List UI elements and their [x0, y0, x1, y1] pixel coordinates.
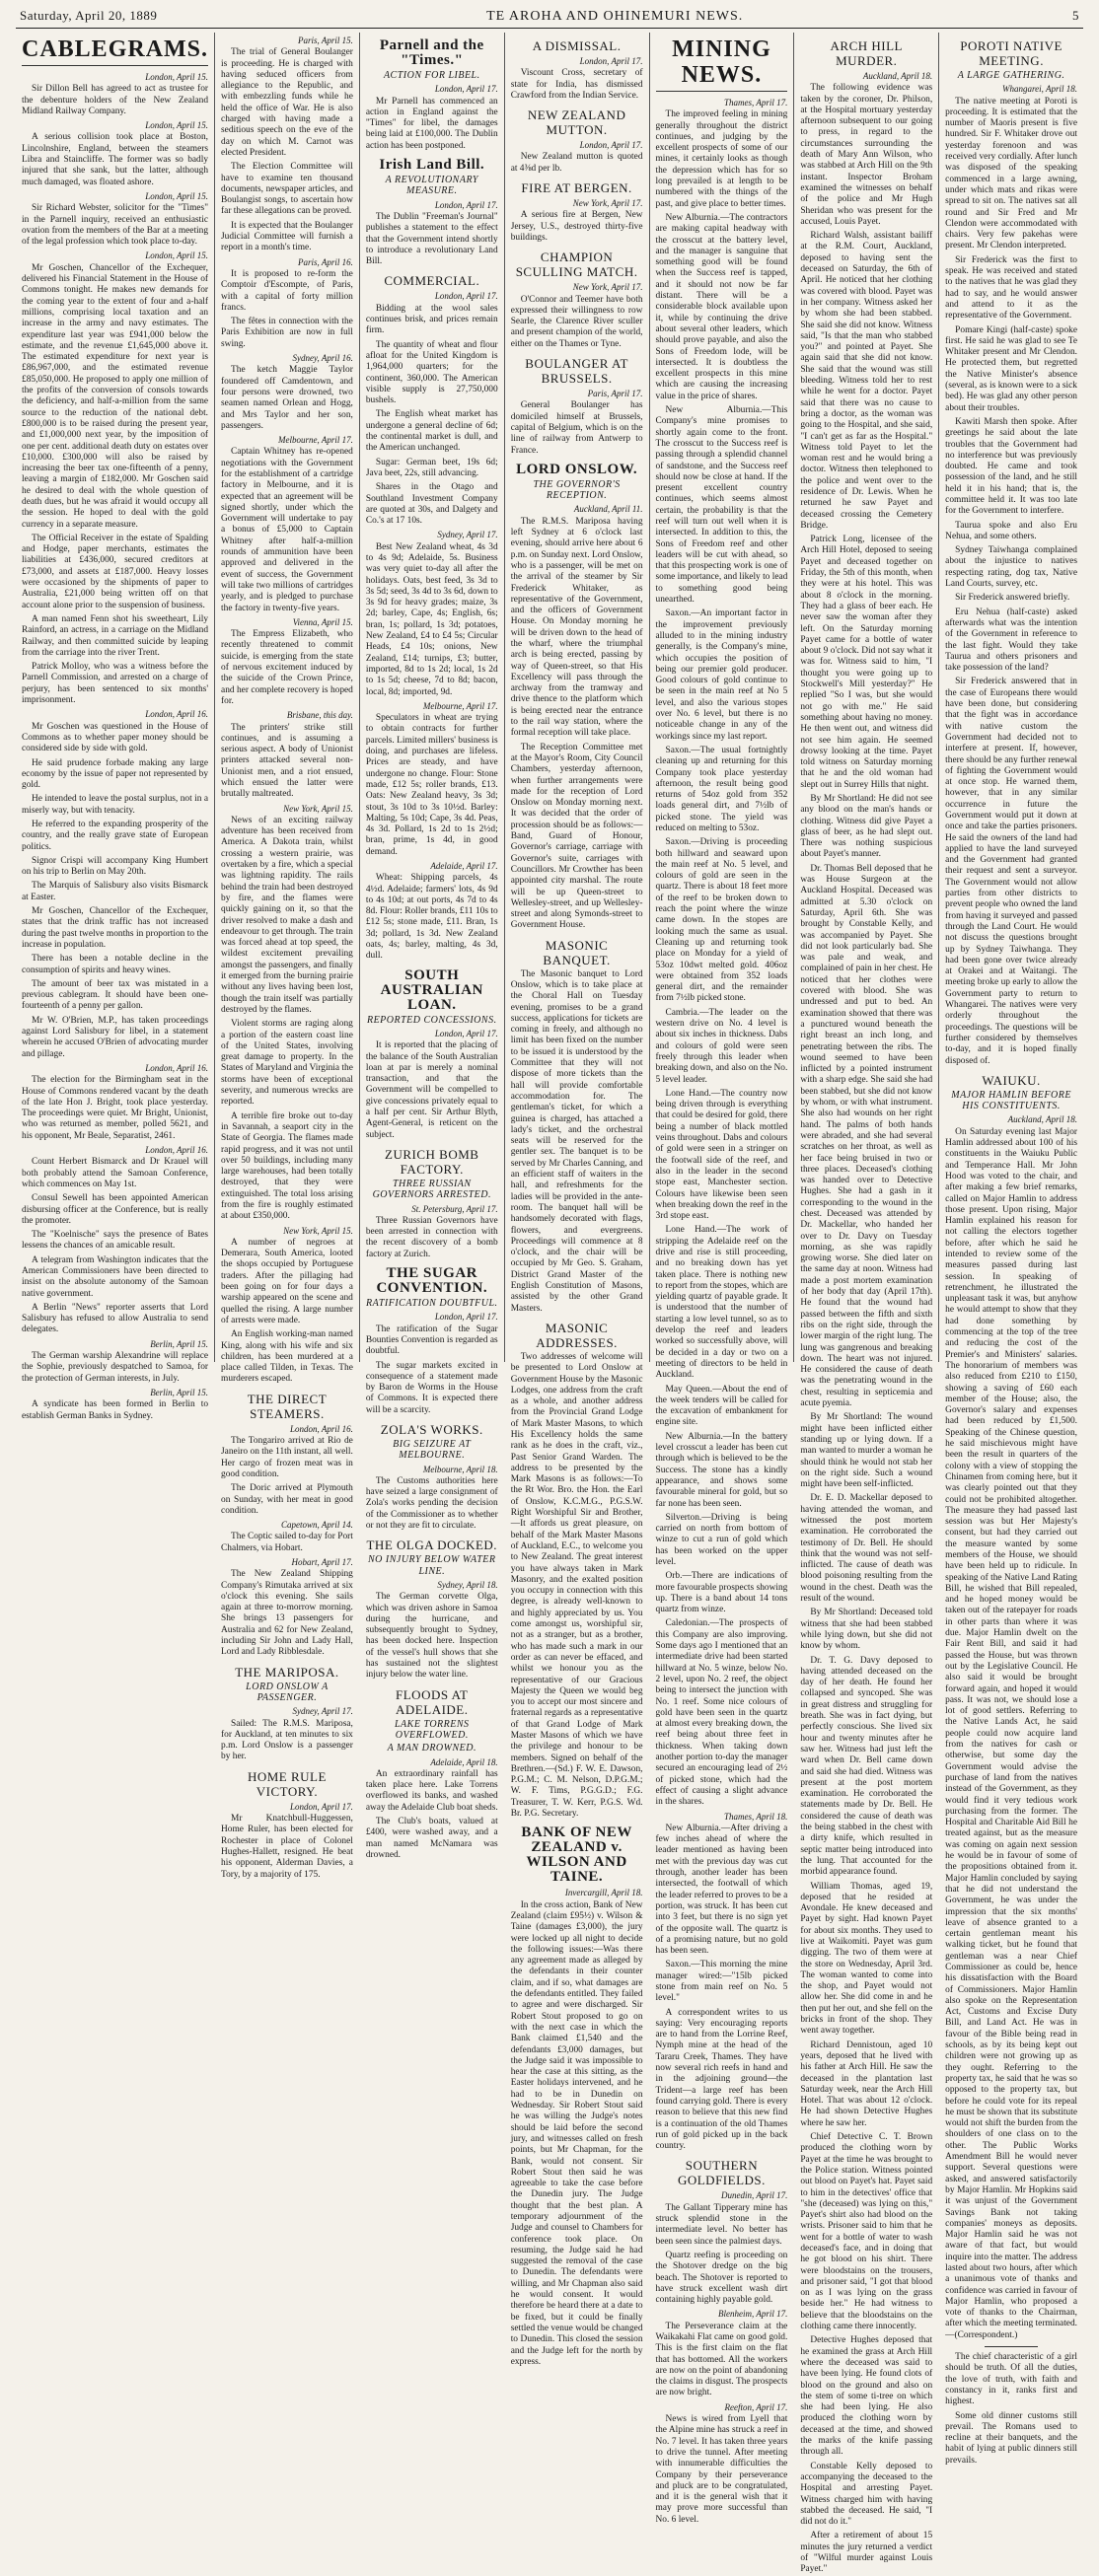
- article-paragraph: Saxon.—This morning the mine manager wired:—"15lb picked stone from main reef on No. 5 level.": [655, 1960, 788, 2004]
- dateline: London, April 16.: [290, 1423, 353, 1434]
- article-paragraph: Sugar: German beet, 19s 6d; Java beet, 22s, still advancing.: [365, 457, 498, 478]
- article-headline: POROTI NATIVE MEETING.: [960, 38, 1062, 68]
- article-paragraph: By Mr Shortland: The wound might have been inflicted either standing up or lying down. If a man wanted to murder a woman he should think he would not stab her on the right side. Such a wound might have been self-inflicted.: [800, 1412, 933, 1490]
- article-paragraph: The Reception Committee met at the Mayor's Room, City Council Chambers, yesterday afternoon, when further arrangements were made for the reception of Lord Onslow on Monday morning next. It was decided that the order of procession should be as follows:—Band, Guard of Honour, Governor's carriage, carriage with Governor's suite, carriages with Councillors. Mr Crowther has been appointed city marshal. The route will be up Queen-street to Wellesley-street, and up Wellesley-street and along Symonds-street to Government House.: [510, 742, 643, 931]
- dateline: Thames, April 18.: [724, 1811, 788, 1822]
- column-5: [650, 33, 795, 2525]
- column-1: [16, 33, 215, 1421]
- dateline: Sydney, April 17.: [292, 1706, 353, 1717]
- article-paragraph: Captain Whitney has re-opened negotiations with the Government for the establishment of a cartridge factory in Melbourne, and it is expected that an agreement will be signed shortly, under which the Government will undertake to pay a bonus of £5,000 to Captain Whitney after half-a-million rounds of ammunition have been approved and delivered in the event of success, the Government will take two millions of cartridges yearly, and is pledged to purchase the factory in twenty-five years.: [221, 447, 353, 613]
- dateline: London, April 17.: [434, 1312, 498, 1323]
- column-2: [215, 33, 360, 1880]
- dateline: Dunedin, April 17.: [721, 2190, 788, 2201]
- article-paragraph: Mr Knatchbull-Huggessen, Home Ruler, has been elected for Rochester in place of Colonel Hughes-Hallett, resigned. He beat his opponent, Alderman Davies, a Tory, by a majority of 175.: [221, 1814, 353, 1880]
- article-paragraph: Some old dinner customs still prevail. The Romans used to recline at their banquets, and the habit of lying at public dinners still prevails.: [945, 2410, 1077, 2466]
- masthead: [16, 8, 1083, 29]
- article-paragraph: Detective Hughes deposed that he examined the grass at Arch Hill where the deceased was said to have been lying. He found clots of blood on the ground and also on the stem of some ti-tree on which she had been lying. He also produced the clothing worn by deceased at the time, and showed the marks of the knife passing through all.: [800, 2335, 933, 2458]
- article-subheading: RATIFICATION DOUBTFUL.: [365, 1298, 498, 1310]
- article-paragraph: The Perseverance claim at the Waikakahi Flat came on good gold. This is the first claim on the flat that has bottomed. All the workers are now on the point of abandoning the claims in disgust. The prospects are now bright.: [655, 2321, 788, 2398]
- article-paragraph: The following evidence was taken by the coroner, Dr. Philson, at the Hospital mortuary yesterday afternoon subsequent to our going to press, in regard to the circumstances surrounding the death of Mary Ann Wilson, who was stabbed at Arch Hill on the 9th instant. Inspector Broham examined the witnesses on behalf of the police and Mr Hugh Sheridan who was present for the accused, Louis Payet.: [800, 83, 933, 227]
- article-paragraph: Caledonian.—The prospects of this Company are also improving. Some days ago I mentioned that an intermediate drive had been started hillward at No. 5 winze, below No. 2 level, upon No. 2 reef, the object being to intersect the junction with No. 1 reef. Some nice colours of gold have been seen in the quartz at almost every breaking down, the reef being about three feet in thickness. When taking down another portion to-day the manager secured an encouraging lead of 2½ of picked stone, which had the effect of causing a slight advance in the shares.: [655, 1618, 788, 1808]
- article-subheading: THREE RUSSIAN GOVERNORS ARRESTED.: [372, 1178, 491, 1201]
- article-subheading: LAKE TORRENS OVERFLOWED.: [395, 1718, 470, 1741]
- article-paragraph: The Gallant Tipperary mine has struck splendid stone in the intermediate level. No better has been seen since the palmiest days.: [655, 2202, 788, 2247]
- article-paragraph: The Election Committee will have to examine ten thousand documents, newspaper articles, and Boulangist songs, to ascertain how far these allegations can be proved.: [221, 162, 353, 217]
- dateline: Invercargill, April 18.: [564, 1888, 643, 1898]
- article-headline: Irish Land Bill.: [379, 157, 485, 174]
- article-paragraph: Patrick Long, licensee of the Arch Hill Hotel, deposed to seeing Payet and deceased together on Friday, the 5th of this month, when they were at his hotel. This was about 8 o'clock in the morning. They had a glass of beer each. He never saw the woman after they left. On the Saturday morning Payet came for a bottle of water about 9 o'clock. Did not say what it was for. Witness said to him, "I thought you were going up to Stockwell's Mill yesterday?" He replied "So I was, but she would not go with me." He said something about having no money. He then went out, and witness did not see him again. He seemed drowsy looking at the time. Payet told witness on Saturday morning that he and the old woman had slept out in Surrey Hills that night.: [800, 535, 933, 790]
- article-paragraph: A terrible fire broke out to-day in Savannah, a seaport city in the State of Georgia. The flames made rapid progress, and it was not until over 50 buildings, including many large warehouses, had been totally destroyed, that they were extinguished. The total loss arising from the fire is roughly estimated at about £350,000.: [221, 1110, 353, 1222]
- masthead-date: Saturday, April 20, 1889: [20, 8, 158, 23]
- dateline: Reefton, April 17.: [724, 2401, 788, 2412]
- article-paragraph: The ratification of the Sugar Bounties Convention is regarded as doubtful.: [365, 1324, 498, 1357]
- article-paragraph: An English working-man named King, along with his wife and six children, has been murdered at a place called Tilden, in Texas. The murderers escaped.: [221, 1329, 353, 1385]
- article-subheading: REPORTED CONCESSIONS.: [366, 1014, 497, 1026]
- article-headline: THE OLGA DOCKED.: [366, 1538, 498, 1553]
- columns: [16, 33, 1083, 2575]
- dateline: Brisbane, this day.: [286, 710, 353, 721]
- article-paragraph: A number of negroes at Demerara, South America, looted the shops occupied by Portuguese traders. After the pillaging had been going on for four days a warship appeared on the scene and quelled the rising. A large number of arrests were made.: [221, 1237, 353, 1325]
- article-headline: ZURICH BOMB FACTORY.: [385, 1146, 479, 1177]
- article-headline: BANK OF NEW ZEALAND v. WILSON AND TAINE.: [521, 1825, 632, 1886]
- article-paragraph: New Alburnia.—After driving a few inches ahead of where the leader mentioned as having been met with the previous day was cut through, another leader has been intersected, the footwall of which the leader referred to proves to be a portion, was struck. It has been cut into 3 feet, but there is no sign yet of the opposite wall. The quartz is of a promising nature, but no gold has been seen.: [655, 1823, 788, 1957]
- article-paragraph: The native meeting at Poroti is proceeding. It is estimated that the number of Maoris present is five hundred. Sir F. Whitaker drove out yesterday forenoon and was received very cordially. After lunch was disposed of the speaking commenced in a large awning, under which mats and rikas were spread to sit on. The natives sat all round and Sir Fred and Mr Clendon were accommodated with chairs. Very few pakehas were present. Mr Clendon interpreted.: [945, 96, 1077, 251]
- dateline: New York, April 17.: [572, 198, 643, 209]
- article-paragraph: The Official Receiver in the estate of Spalding and Hodge, paper merchants, estimates the liabilities at £436,000, secured creditors at £73,000, and assets at £187,000. Heavy losses were occasioned by the shipments of paper to Australia, £21,000 being written off on that account alone prior to the suspension of business.: [22, 533, 209, 610]
- article-paragraph: Mr W. O'Brien, M.P., has taken proceedings against Lord Salisbury for libel, in a statement wherein he accused O'Brien of advocating murder and pillage.: [22, 1015, 209, 1059]
- article-paragraph: The "Koelnische" says the presence of Bates lessens the chances of an amicable result.: [22, 1230, 209, 1252]
- article-paragraph: News is wired from Lyell that the Alpine mine has struck a reef in No. 7 level. It has taken three years to drive the tunnel. After meeting with innumerable difficulties the Company by their perseverance and pluck are to be congratulated, and it is the general wish that it may prove more successful than No. 6 level.: [655, 2414, 788, 2525]
- article-paragraph: A serious collision took place at Boston, Lincolnshire, England, between the steamers Libra and Staincliffe. The former was so badly injured that she sank, but the latter, although much damaged, was floated ashore.: [22, 132, 209, 187]
- article-paragraph: The election for the Birmingham seat in the House of Commons rendered vacant by the death of the late Hon J. Bright, took place yesterday. The proceedings were quiet. Mr Bright, Unionist, who was returned as member, polled 5621, and his opponent, Mr Beale, Separatist, 2461.: [22, 1075, 209, 1141]
- article-paragraph: General Boulanger has domiciled himself at Brussels, capital of Belgium, which is on the line of railway from Antwerp to France.: [510, 400, 643, 456]
- column-7: [939, 33, 1083, 2466]
- article-paragraph: Sir Frederick answered briefly.: [955, 593, 1070, 604]
- article-paragraph: It is proposed to re-form the Comptoir d'Escompte, of Paris, with a capital of forty million francs.: [221, 268, 353, 313]
- article-paragraph: Sydney Taiwhanga complained about the injustice to natives respecting rating, dog tax, Native Land Courts, survey, etc.: [945, 545, 1077, 590]
- article-paragraph: On Saturday evening last Major Hamlin addressed about 100 of his constituents in the Waiuku Public and Temperance Hall. Mr John Hood was voted to the chair, and after making a few brief remarks, called on Major Hamlin to address those present. Upon rising, Major Hamlin explained his reason for not calling the electors together before, after which he said he intended to review some of the measures passed during last session. In speaking of retrenchment, he illustrated the unpleasant task it was, but anyhow he would attempt to show that they had done something by commencing at the top of the tree and reducing the cost of the Premier's and Ministers' salaries. The honorarium of members was also reduced from £210 to £150, showing a saving of £60 each member of the House; also, the Governor's salary and expenses had been reduced by £1,500. Speaking of the Chinese question, he said mischievous might have been the result in quarters of the colony with a view of stopping the Chinamen from coming here, but it was clearly pointed out that they could not be prohibited altogether. The measure they had passed last session was but Her Majesty's consent, but had they carried out the measure wanted by some members of the House, we should have been held up to ridicule. In speaking of the Native Land Rating Bill, he wished that Bill repealed, and he hoped money would be taken out of the ratepayer for roads in other parts than where it was due. Major Hamlin dwelt on the Fair Rent Bill, and said it had passed the House, but was thrown out by the Legislative Council. He also said it would be brought forward again, and hoped it would pass. It was not, we should lose a lot of good settlers. Referring to the Native Lands Act, he said people could now acquire land from the natives for cash or otherwise, but some day the Government would advise the purchase of land from the natives instead of the Government, as they would find it very tedious work purchasing from the former. The Hospital and Charitable Aid Bill he treated against, but as the measure was coming on again next session he would be in favour of some of the propositions obtained from it. Major Hamlin concluded by saying that he did not understand the Government, he was under the impression that the six months' leave of absence granted to a certain gentleman meant his walking ticket, but he found that gentleman was a near Chief Commissioner as could be, hence his dissatisfaction with the Board of Commissioners. Major Hamlin also spoke on the Representation Act, Customs and Excise Duty Bill, and Land Act. He was in favour of the Bible being read in schools, as by its being kept out children were not growing up as they ought. Referring to the property tax, he said that he was so opposed to the property tax, but before he could vote for its repeal he must be shown that its substitute would not shift the burden from the shoulders of one class on to the other. The Public Works Amendment Bill he would never support. Several questions were asked, and answered satisfactorily by Major Hamlin. Mr Hopkins said it was unjust of the Government Savings Bank not taking companies' moneys as deposits. Major Hamlin said he was not aware of that fact, but would inquire into the matter. The address lasted about two hours, after which a unanimous vote of thanks and confidence was carried in favour of Major Hamlin, who proposed a vote of thanks to the Chairman, after which the meeting terminated.—(Correspondent.): [945, 1126, 1077, 2340]
- article-paragraph: He said prudence forbade making any large economy by the issue of paper not represented by gold.: [22, 757, 209, 791]
- dateline: London, April 17.: [434, 199, 498, 210]
- article-paragraph: Mr Goschen, Chancellor of the Exchequer, delivered his Financial Statement in the House of Commons tonight. He makes new demands for the coming year to the extent of four and a-half millions, comprising local taxation and an increase in the army and navy estimates. The expenditure last year was £941,000 below the estimate, and the revenue £1,645,000 above it. The estimated expenditure for next year is £86,967,000, and the estimated revenue £85,050,000. He proposed to apply one million of the profits of the conversion of consols towards the deficiency, and half-a-million from the same source to the reduction of the national debt. £800,000 is to be raised during the present year, and £1,000,000 next year, by the imposition of one per cent. additional death duty on estates over £10,000. £300,000 will also be raised by increasing the beer tax one-fifteenth of a penny, leaving a margin of £182,000. Mr Goschen said he desired to deal with the whole question of death dues, but he was afraid it would occupy all the session. He hoped to deal with the gold currency in a separate measure.: [22, 262, 209, 530]
- article-paragraph: It is reported that the placing of the balance of the South Australian loan at par is merely a nominal transaction, and that the Government will be compelled to give concessions privately equal to a half per cent. Sir Arthur Blyth, Agent-General, is reticent on the subject.: [365, 1040, 498, 1140]
- dateline: Berlin, April 15.: [150, 1387, 209, 1397]
- article-paragraph: Mr Goschen, Chancellor of the Exchequer, states that the drink traffic has not increased during the past twelve months in proportion to the increase in population.: [22, 906, 209, 950]
- article-paragraph: Constable Kelly deposed to accompanying the deceased to the Hospital and arresting Payet. Witness charged him with having stabbed the deceased. He said, "I did not do it.": [800, 2461, 933, 2528]
- dateline: St. Petersburg, April 17.: [411, 1203, 498, 1214]
- article-subheading: A LARGE GATHERING.: [957, 70, 1065, 81]
- article-paragraph: Dr. T. G. Davy deposed to having attended deceased on the day of her death. He found her collapsed and syncoped. She was in great distress and struggling for breath. She was in fact dying, but perfectly conscious. She lived six hour and twenty minutes after he saw her. Witness had just left the ward when Dr. Bell came down and said she had died. Witness was present at the post mortem examination. He corroborated the statements made by Dr. Bell. He considered the cause of death was the being stabbed in the chest with a dirty knife, which resulted in septic matter being introduced into the lung. That accounted for the morbid appearance found.: [800, 1655, 933, 1878]
- article-headline: MASONIC BANQUET.: [543, 937, 611, 967]
- article-headline: SOUTH AUSTRALIAN LOAN.: [380, 966, 483, 1013]
- article-paragraph: Patrick Molloy, who was a witness before the Parnell Commission, and arrested on a charge of perjury, has been sentenced to six months' imprisonment.: [22, 662, 209, 706]
- article-paragraph: Three Russian Governors have been arrested in connection with the recent discovery of a bomb factory at Zurich.: [365, 1215, 498, 1259]
- article-headline: COMMERCIAL.: [384, 273, 480, 289]
- dateline: Auckland, April 11.: [573, 504, 643, 515]
- dateline: London, April 15.: [145, 190, 209, 201]
- article-headline: SOUTHERN GOLDFIELDS.: [677, 2158, 766, 2188]
- article-headline: NEW ZEALAND MUTTON.: [527, 107, 626, 138]
- article-paragraph: New Alburnia.—In the battery level crosscut a leader has been cut through which is believed to be the Success. The stone has a kindly appearance, and shows some favourable mineral for gold, but so far none has been seen.: [655, 1431, 788, 1509]
- article-paragraph: The Coptic sailed to-day for Port Chalmers, via Hobart.: [221, 1532, 353, 1553]
- article-paragraph: Eru Nehua (half-caste) asked afterwards what was the intention of the Government in reference to the last fight. Would they take Taurua and others prisoners and take possession of the land?: [945, 607, 1077, 674]
- dateline: Sydney, April 16.: [292, 353, 353, 364]
- article-paragraph: A man named Fenn shot his sweetheart, Lily Rainford, an actress, in a carriage on the Midland Railway, and then committed suicide by leaping from the carriage into the river Trent.: [22, 613, 209, 658]
- article-headline: THE MARIPOSA.: [235, 1664, 339, 1680]
- column-6: [794, 33, 939, 2575]
- article-paragraph: May Queen.—About the end of the week tenders will be called for the excavation of embankment for engine site.: [655, 1384, 788, 1428]
- article-paragraph: Viscount Cross, secretary of state for India, has dismissed Crawford from the Indian Service.: [510, 68, 643, 101]
- article-paragraph: Cambria.—The leader on the western drive on No. 4 level is about six inches in thickness. Dabs and colours of gold were seen freely through this leader when breaking down, and also on the No. 5 level leader.: [655, 1007, 788, 1085]
- dateline: Paris, April 15.: [298, 36, 353, 45]
- article-paragraph: The Masonic banquet to Lord Onslow, which is to take place at the Choral Hall on Tuesday evening, promises to be a grand success, applications for tickets are coming in freely, and although no limit has been fixed on the number to be issued it is understood by the Committee that they will not dispose of more tickets than the hall will provide comfortable accommodation for. The gentleman's ticket, for which a guinea is charged, has attached a lady's ticket, and the orchestral seats will be reserved for the gentler sex. The banquet is to be served by Mr Charles Canning, and an efficient staff of waiters in the hall, and refreshments for the ladies will be provided in the ante-room. The banquet hall will be handsomely decorated with flags, flowers, and evergreens. Proceedings will commence at 8 o'clock, and the chair will be occupied by Mr Geo. S. Graham, District Grand Master of the English Constitution of Masons, assisted by the other Grand Masters.: [510, 968, 643, 1314]
- article-headline: FIRE AT BERGEN.: [521, 180, 632, 196]
- article-paragraph: The Empress Elizabeth, who recently threatened to commit suicide, is emerging from the state of nervous excitement induced by the suicide of the Crown Prince, and her complete recovery is hoped for.: [221, 629, 353, 706]
- article-headline: ARCH HILL MURDER.: [830, 38, 903, 68]
- article-paragraph: The ketch Maggie Taylor foundered off Camdentown, and four persons were drowned, two seamen named Orlean and Hogg, and Mrs Taylor and her son, passengers.: [221, 365, 353, 431]
- article-paragraph: The Dublin "Freeman's Journal" publishes a statement to the effect that the Government intend shortly to introduce a revolutionary Land Bill.: [365, 211, 498, 267]
- article-headline: HOME RULE VICTORY.: [247, 1768, 327, 1799]
- article-paragraph: Dr. Thomas Bell deposed that he was House Surgeon at the Auckland Hospital. Deceased was admitted at 5.30 o'clock on Saturday, April 6th. She was brought by Constable Kelly, and was accompanied by Payet. She did not look particularly bad. She was pale and weak, and complained of pain in her chest. He noticed that her clothes were covered with blood. She was undressed and put to bed. An examination showed that there was a punctured wound beneath the right breast an inch long, and penetrating between the ribs. The wound seemed to have been inflicted by a pointed instrument with a sharp edge. She said she had been stabbed, but she did not know by whom, or with what instrument. She also had wounds on her right hand. The palms of both hands were abraded, and she had several scratches on her throat, as well as her face being bruised in two or three places. Deceased's clothing was handed over to Detective Hughes. She had a gash in it corresponding to the wound in the chest. Deceased was attended by Dr. Mackellar, who handed her over to Dr. Davy on Tuesday morning, as she was rapidly growing worse. She died later on the same day at noon. Witness had made a post mortem examination of her body that day (April 17th). He found that the wound had passed between the fifth and sixth ribs on the right side, through the lower margin of the right lung. The lung was gangrenous and breaking down. The heart was not injured. He considered the cause of death was the penetrating wound in the chest, resulting in septicemia and acute pyemia.: [800, 863, 933, 1409]
- article-paragraph: New Alburnia.—The contractors are making capital headway with the crosscut at the battery level, and the manager is sanguine that something good will be found when the Success reef is tapped, and it should not now be far distant. There will be a considerable block available upon it, while by continuing the drive about several other leaders, which should prove payable, and also the Sons of Freedom lode, will be intersected. It is doubtless the excellent prospects in this mine which are causing the increasing value in the price of shares.: [655, 212, 788, 401]
- article-paragraph: Saxon.—An important factor in the improvement previously alluded to in the mining industry generally, is the Company's mine, which occupies the position of being our premier gold producer. Good colours of gold continue to be seen in the main reef at No 5 level, and also the various stopes over No. 6 level, but there is no noticeable change in any of the workings since my last report.: [655, 608, 788, 742]
- article-paragraph: A Berlin "News" reporter asserts that Lord Salisbury has refused to allow Australia to send delegates.: [22, 1302, 209, 1335]
- article-paragraph: Richard Walsh, assistant bailiff at the R.M. Court, Auckland, deposed to having sent the deceased on Saturday, the 6th of April. He noticed that her clothing was covered with blood. Payet was in her company. Witness asked her by whom she had been stabbed. She said she did not know. Witness said, "Is that the man who stabbed you?" and pointed at Payet. She again said that she did not know. She said that the wound was still bleeding. Witness told her to rest while he went for a doctor. Payet said that there was no cause to bring a doctor, as the woman was going to the Hospital, and she said, "I can't get as far as the Hospital." Witness told Payet to let the woman rest and he would bring a doctor. Witness then telephoned to the police and went over to the residence of Dr. Lewis. When he returned he saw Payet and deceased crossing the Cemetery Bridge.: [800, 231, 933, 531]
- article-subheading: A REVOLUTIONARY MEASURE.: [385, 175, 478, 197]
- article-paragraph: Lone Hand.—The country now being driven through is everything that could be desired for gold, there being a number of black mottled veins throughout. Dabs and colours of gold were seen in a stringer on the footwall side of the reef, and also in the leader in the second stope east, Manchester section. Colours have likewise been seen when breaking down the reef in the 3rd stope east.: [655, 1088, 788, 1222]
- article-paragraph: Sir Frederick was the first to speak. He was received and stated to the natives that he was glad they had to say, and he would answer and attend to it as the representative of the Government.: [945, 254, 1077, 322]
- section-heading: MINING NEWS.: [656, 36, 788, 92]
- dateline: Blenheim, April 17.: [718, 2309, 788, 2320]
- dateline: Adelaide, April 17.: [430, 861, 498, 871]
- dateline: London, April 17.: [290, 1801, 353, 1812]
- article-paragraph: News of an exciting railway adventure has been received from America. A Dakota train, whilst crossing a western prairie, was overtaken by a fire, which a special was lightning rapidity. The rails behind the train had been destroyed by fire, and the flames were quickly gaining on it, so that the driver resolved to make a dash and endeavour to get through. The train was forced ahead at top speed, the wildest excitement prevailing amongst the passengers, and finally it emerged from the burning prairie without any lives having been lost, though the train itself was partially destroyed by the flames.: [221, 815, 353, 1015]
- article-paragraph: A telegram from Washington indicates that the American Commissioners have been directed to insist on the absolute autonomy of the Samoan native government.: [22, 1254, 209, 1299]
- article-paragraph: New Alburnia.—This Company's mine promises to shortly again come to the front. The crosscut to the Success reef is passing through a splendid channel of sandstone, and the Success reef should now be close at hand. If the present excellent country continues, which seems almost certain, the probability is that the reef will turn out well when it is intersected. In addition to this, the Sons of Freedom reef and other leaders will be cut with ahead, so that this prospecting work is one of some importance, and likely to lead to something good being unearthed.: [655, 405, 788, 606]
- dateline: Melbourne, April 18.: [422, 1464, 498, 1474]
- dateline: Vienna, April 15.: [292, 616, 353, 627]
- dateline: London, April 17.: [434, 84, 498, 95]
- article-paragraph: By Mr Shortland: Deceased told witness that she had been stabbed while lying down, but she did not know by whom.: [800, 1608, 933, 1652]
- article-paragraph: Richard Dennistoun, aged 10 years, deposed that he lived with his father at Arch Hill. He saw the deceased in the plantation last Saturday week, near the Arch Hill Hotel. That was about 12 o'clock. He had shown Detective Hughes where he saw her.: [800, 2039, 933, 2128]
- article-paragraph: The English wheat market has undergone a general decline of 6d; the continental market is dull, and the American unchanged.: [365, 409, 498, 454]
- article-subheading: NO INJURY BELOW WATER LINE.: [368, 1554, 496, 1577]
- article-paragraph: After a retirement of about 15 minutes the jury returned a verdict of "Wilful murder against Louis Payet.": [800, 2531, 933, 2575]
- page-number: 5: [1071, 8, 1079, 23]
- dateline: London, April 16.: [145, 709, 209, 720]
- dateline: London, April 15.: [145, 250, 209, 261]
- article-paragraph: The sugar markets excited in consequence of a statement made by Baron de Worms in the House of Commons. It is expected there will be a scarcity.: [365, 1360, 498, 1415]
- article-paragraph: The trial of General Boulanger is proceeding. He is charged with having seduced officers from allegiance to the Republic, and with embezzling funds while he held the office of War. He is also charged with having made a seditious speech on the eve of the day on which M. Carnot was elected President.: [221, 47, 353, 158]
- article-paragraph: Chief Detective C. T. Brown produced the clothing worn by Payet at the time he was brought to the Police station. Witness pointed out blood on Payet's hat. Payet said to him in the detectives' office that "she (deceased) was lying on this," Payet's shirt also had blood on the wrists. Prisoner said to him that he went for a bottle of water to wash deceased's face, and in doing that he got blood on his shirt. There were bloodstains on the trousers, and prisoner said, "I got that blood on as I was lying on the grass beside her." He had witness to believe that the bloodstains on the clothing came there innocently.: [800, 2132, 933, 2332]
- article-headline: MASONIC ADDRESSES.: [536, 1320, 618, 1350]
- article-paragraph: Best New Zealand wheat, 4s 3d to 4s 9d; Adelaide, 5s. Business was very quiet to-day all after the holidays. Oats, best feed, 3s 3d to 3s 5d; seed, 3s 4d to 3s 6d, down to 3s 9d for heavy grades; maize, 3s 2d; barley, Cape, 4s; English, 6s; bran, 1s; pollard, 1s 3d; potatoes, New Zealand, £4 to £4 5s; Circular Heads, £4 10s; onions, New Zealand, £14; turnips, £3; butter, imported, 8d to 1s 2d; local, 1s 2d to 1s 5d; cheese, 7d to 8d; bacon, local, 8d; imported, 9d.: [365, 541, 498, 697]
- article-paragraph: Silverton.—Driving is being carried on north from bottom of winze to cut a run of gold which has been worked on the upper level.: [655, 1512, 788, 1567]
- article-paragraph: Bidding at the wool sales continues brisk, and prices remain firm.: [365, 303, 498, 336]
- article-paragraph: New Zealand mutton is quoted at 4⅜d per lb.: [510, 152, 643, 174]
- article-paragraph: Wheat: Shipping parcels, 4s 4½d. Adelaide; farmers' lots, 4s 9d to 4s 10d; at out ports, 4s 7d to 4s 8d. Flour: Roller brands, £11 10s to £12 5s; stone made, £11. Bran, 1s 3d; pollard, 1s 3d. New Zealand oats, 4s; barley, malting, 4s 3d, dull.: [365, 873, 498, 962]
- article-subheading: THE GOVERNOR'S RECEPTION.: [533, 478, 621, 502]
- article-paragraph: An extraordinary rainfall has taken place here. Lake Torrens overflowed its banks, and washed away the Adelaide Club boat sheds.: [365, 1768, 498, 1813]
- article-subheading: MAJOR HAMLIN BEFORE HIS CONSTITUENTS.: [951, 1089, 1071, 1112]
- article-paragraph: The fêtes in connection with the Paris Exhibition are now in full swing.: [221, 317, 353, 349]
- article-paragraph: Mr Goschen was questioned in the House of Commons as to whether paper money should be considered side by side with gold.: [22, 721, 209, 754]
- article-paragraph: Orb.—There are indications of more favourable prospects showing up. There is a band about 14 tons quartz from winze.: [655, 1571, 788, 1615]
- article-paragraph: It is expected that the Boulanger Judicial Committee will furnish a report in a month's time.: [221, 220, 353, 253]
- article-headline: A DISMISSAL.: [532, 38, 622, 53]
- dateline: Thames, April 17.: [724, 98, 788, 107]
- article-paragraph: The New Zealand Shipping Company's Rimutaka arrived at six o'clock this evening. She sails again at three to-morrow morning. She brings 13 passengers for Australia and 62 for New Zealand, including Sir John and Lady Hall, Lord and Lady Ribblesdale.: [221, 1569, 353, 1658]
- article-paragraph: A serious fire at Bergen, New Jersey, U.S., destroyed thirty-five buildings.: [510, 210, 643, 243]
- article-paragraph: There has been a notable decline in the consumption of spirits and heavy wines.: [22, 954, 209, 975]
- dateline: Paris, April 16.: [298, 256, 353, 267]
- dateline: London, April 15.: [145, 72, 209, 82]
- article-paragraph: The R.M.S. Mariposa having left Sydney at 6 o'clock last evening, should arrive here about 6 p.m. on Sunday next. Lord Onslow, who is a passenger, will be met on the arrival of the steamer by Sir Frederick Whitaker, as representative of the Government, and the officers of Government House. On Monday morning he will be driven down to the head of the wharf, where the triumphal arch is being erected, passing by way of Queen-street, so that His Excellency will pass through the archway from the tramway and drive thence to the platform which is being erected near the entrance to the rail way station, where the formal reception will take place.: [510, 516, 643, 739]
- article-headline: ZOLA'S WORKS.: [380, 1421, 483, 1437]
- article-headline: LORD ONSLOW.: [516, 461, 638, 477]
- article-paragraph: Signor Crispi will accompany King Humbert on his trip to Berlin on May 20th.: [22, 855, 209, 878]
- article-paragraph: Pomare Kingi (half-caste) spoke first. He said he was glad to see Te Whitaker present and Mr Clendon. He protected them, but regretted the Native Minister's absence (several, as is known were to a sick bed). He was glad any other person about their troubles.: [945, 324, 1077, 413]
- article-paragraph: The Marquis of Salisbury also visits Bismarck at Easter.: [22, 881, 209, 902]
- article-headline: Parnell and the "Times.": [379, 37, 484, 68]
- dateline: Sydney, April 17.: [437, 530, 498, 540]
- article-headline: THE DIRECT STEAMERS.: [247, 1391, 328, 1421]
- article-paragraph: Two addresses of welcome will be presented to Lord Onslow at Government House by the Masonic Lodges, one address from the craft as a whole, and another address from the Provincial Grand Lodge of Mark Master Masons, to which His Excellency holds the same rank as he does in the craft, viz., Past Senior Grand Warden. The address to be presented by the Mark Masons is as follows:—To the Rt Wor. Bro. the Hon. the Earl of Onslow, K.C.M.G., P.G.S.W. Right Worshipful Sir and Brother,—It affords us great pleasure, on behalf of the Mark Master Masons of Auckland, E.C., to welcome you to New Zealand. The great interest you have always taken in Mark Masonry, and the exalted position you occupy in connection with this degree, is already well-known to and highly appreciated by us. You come amongst us, worshipful sir, not as a stranger, but as a brother, who has made such a mark in our order as can never be effaced, and whilst we honour you as the representative of our Gracious Majesty the Queen we would beg you to accept our most sincere and fraternal regards as a representative of that Grand Lodge of Mark Master Masons of which we have the privilege and honour to be members. Signed on behalf of the Brethren.—(Sd.) F. W. E. Dawson, P.G.M.; C. M. Nelson, D.P.G.M.; W. F. Tims, P.G.G.D.; F.G. Treasurer, T. W. Kerr, P.G.S. Wd. Br. P.G. Secretary.: [510, 1351, 643, 1820]
- article-paragraph: The German warship Alexandrine will replace the Sophie, previously despatched to Samoa, for the protection of German interests, in July.: [22, 1351, 209, 1384]
- article-paragraph: Saxon.—The usual fortnightly cleaning up and returning for this Company took place yesterday afternoon, the result being good returns of 54oz gold from 352 loads general dirt, and 7½lb of picked stone. The yield was reduced on melting to 53oz.: [655, 745, 788, 833]
- dateline: Auckland, April 18.: [862, 71, 933, 81]
- article-paragraph: Dr. E. D. Mackellar deposed to having attended the woman, and witnessed the post mortem examination. He corroborated the testimony of Dr. Bell. He should think that the wound was not self-inflicted. The cause of death was blood poisoning resulting from the wound in the chest. Death was the result of the wound.: [800, 1493, 933, 1605]
- article-paragraph: William Thomas, aged 19, deposed that he resided at Avondale. He knew deceased and Payet by sight. Had known Payet for about six months. They used to live at Waikomiti. Payet was gum digging. The two of them were at the store on Wednesday, April 3rd. The woman wanted to come into the shop, and Payet would not allow her. She did come in and he then put her out, and she fell on the bricks in front of the shop. They went away together.: [800, 1881, 933, 2037]
- article-paragraph: Saxon.—Driving is proceeding both hillward and seaward upon the main reef at No. 5 level, and colours of gold are seen in the quartz. There is about 18 feet more of the reef to be broken down to reach the point where the winze came down. In the stopes are looking much the same as usual. Cleaning up and returning took place on Monday for a yield of 53oz 10dwt melted gold. 406oz were obtained from 352 loads general dirt, and the remainder from 7½lb picked stone.: [655, 837, 788, 1004]
- article-subheading: BIG SEIZURE AT MELBOURNE.: [393, 1438, 472, 1462]
- article-paragraph: Consul Sewell has been appointed American disbursing officer at the Conference, but is really the promoter.: [22, 1193, 209, 1226]
- article-subheading: ACTION FOR LIBEL.: [383, 70, 480, 81]
- dateline: London, April 15.: [145, 120, 209, 131]
- article-paragraph: By Mr Shortland: He did not see any blood on the man's hands or clothing. Witness did give Payet a glass of beer, as he had slept out. There was nothing suspicious about Payet's manner.: [800, 794, 933, 860]
- dateline: London, April 16.: [145, 1062, 209, 1073]
- masthead-title: TE AROHA AND OHINEMURI NEWS.: [486, 9, 744, 24]
- article-paragraph: Count Herbert Bismarck and Dr Krauel will both probably attend the Samoan Conference, which commences on May 1st.: [22, 1157, 209, 1189]
- article-paragraph: Sailed: The R.M.S. Mariposa, for Auckland, at ten minutes to six p.m. Lord Onslow is a passenger by her.: [221, 1718, 353, 1762]
- dateline: Auckland, April 18.: [1007, 1114, 1077, 1125]
- article-paragraph: In the cross action, Bank of New Zealand (claim £95½) v. Wilson & Taine (damages £3,000), the jury were locked up all night to decide the following issues:—Was there any agreement made as alleged by the defendants in their counter claim, and if so, what damages are the defendants entitled. They failed to agree and were discharged. Sir Robert Stout proposed to go on with the next case in which the Bank claimed £1,540 and the defendants £3,000 damages, but the Judge said it was impossible to hear the case at this sitting, as the Easter holidays intervened, and he had to be in Dunedin on Wednesday. Sir Robert Stout said he was willing the Judge's notes should be laid before the second jury, and witnesses called on fresh points, but Mr Chapman, for the Bank, would not consent. Sir Robert Stout then said he was agreeable to take the case before the Dunedin jury. The Judge thought that the best plan. A temporary adjournment of the Judge and counsel to Chambers for conference took place. On resuming, the Judge said he had suggested the removal of the case to Dunedin. The defendants were willing, and Mr Chapman also said he would consent. It would therefore be heard there at a date to be fixed, but it could be finally settled the venue would be changed to Dunedin. This closed the session and the Judge left for the north by express.: [510, 1899, 643, 2367]
- dateline: Sydney, April 18.: [437, 1579, 498, 1590]
- article-paragraph: The Doric arrived at Plymouth on Sunday, with her meat in good condition.: [221, 1483, 353, 1516]
- column-4: [505, 33, 650, 2367]
- dateline: London, April 17.: [579, 140, 643, 151]
- column-rule: [985, 2346, 1038, 2347]
- dateline: Adelaide, April 18.: [430, 1756, 498, 1767]
- article-paragraph: A syndicate has been formed in Berlin to establish German Banks in Sydney.: [22, 1399, 209, 1421]
- article-paragraph: Lone Hand.—The work of stripping the Adelaide reef on the drive and rise is still proceeding, and no breaking down has yet taken place. There is nothing new to report from the stopes, which are yielding quartz of payable grade. It is understood that the number of starting a low level tunnel, so as to develop the reef and leaders worked so successfully above, will be decided in a day or two on a meeting of directors to be held in Auckland.: [655, 1225, 788, 1381]
- article-paragraph: The improved feeling in mining generally throughout the district continues, and judging by the excellent prospects of some of our mines, it certainly looks as though the depression which has for so long prevailed is at length to be numbered with the things of the past, and give place to better times.: [655, 109, 788, 209]
- article-paragraph: Taurua spoke and also Eru Nehua, and some others.: [945, 520, 1077, 541]
- article-paragraph: Shares in the Otago and Southland Investment Company are quoted at 30s, and Dalgety and Co.'s at 17 10s.: [365, 482, 498, 527]
- article-headline: BOULANGER AT BRUSSELS.: [525, 356, 628, 387]
- article-headline: FLOODS AT ADELAIDE.: [396, 1686, 469, 1717]
- dateline: New York, April 17.: [572, 282, 643, 293]
- article-paragraph: Sir Frederick answered that in the case of Europeans there would have been done, but considering that the fight was in accordance with native custom the Government had decided not to interfere at present. If, however, there should be any further renewal of fighting the Government would at once stop. He warned them, however, that in any similar occurrence in future the Government would put it down at once and take the parties prisoners. He said the owners of the land had applied to have the land surveyed and the Government had granted their request and sent a surveyor. The Government would not allow parties from other districts to prevent people who owned the land from having it surveyed and passed through the Land Court. He would not discuss the questions brought up by Sydney Taiwhanga. They had been gone over twice already at Orakei and at Waitangi. The meeting broke up early to allow the Government party to return to Whangarei. The natives were very orderly throughout the proceedings. The questions will be further considered by themselves to-day, and it is hoped finally disposed of.: [945, 677, 1077, 1066]
- article-paragraph: Mr Parnell has commenced an action in England against the "Times" for libel, the damages being laid at £100,000. The Dublin action has been postponed.: [365, 96, 498, 151]
- article-paragraph: Kawiti Marsh then spoke. After greetings he said about the late troubles that the Government had no interference but was previously doubted. He came and took possession of the land, and he still held it in his hand; that is, the committee held it. It was too late for the Government to interfere.: [945, 416, 1077, 517]
- dateline: Capetown, April 14.: [281, 1520, 353, 1531]
- article-paragraph: The Tongariro arrived at Rio de Janeiro on the 11th instant, all well. Her cargo of frozen meat was in good condition.: [221, 1436, 353, 1479]
- article-paragraph: The Club's boats, valued at £400, were washed away, and a man named McNamara was drowned.: [365, 1817, 498, 1860]
- section-heading: CABLEGRAMS.: [22, 36, 208, 66]
- dateline: London, April 17.: [434, 291, 498, 302]
- dateline: Melbourne, April 17.: [422, 700, 498, 711]
- article-paragraph: A correspondent writes to us saying: Very encouraging reports are to hand from the Lorrine Reef, Nymph mine at the head of the Tararu Creek, Thames. They have now several rich reefs in hand and in the adjoining ground—the Trident—a large reef has been found carrying gold. There is every reason to believe that this new find is a continuation of the old Thames run of gold picked up in the back country.: [655, 2007, 788, 2152]
- article-paragraph: The Customs authorities here have seized a large consignment of Zola's works pending the decision of the Commissioner as to whether or not they are fit to circulate.: [365, 1475, 498, 1532]
- column-3: [360, 33, 505, 1860]
- dateline: London, April 16.: [145, 1145, 209, 1156]
- dateline: New York, April 15.: [283, 1225, 353, 1236]
- article-paragraph: Sir Dillon Bell has agreed to act as trustee for the debenture holders of the New Zealand Midland Railway Company.: [22, 84, 209, 116]
- article-paragraph: Speculators in wheat are trying to obtain contracts for further parcels. Limited millers' business is doing, and purchases are lifeless. Prices are steady, and have undergone no change. Flour: Stone made, £12 5s; roller brands, £13. Oats: New Zealand heavy, 3s 3d; stout, 3s 10d to 3s 10½d. Barley: Malting, 5s 10d; Cape, 3s 4d. Peas, 4s 3d. Pollard, 1s 2d to 1s 2½d; bran, prime, 1s 4d, in good demand.: [365, 713, 498, 857]
- dateline: Whangarei, April 18.: [1002, 84, 1077, 95]
- article-paragraph: Sir Richard Webster, solicitor for the "Times" in the Parnell inquiry, received an enthusiastic ovation from the members of the Bar at a meeting of the legal profession which took place to-day.: [22, 203, 209, 248]
- article-paragraph: Violent storms are raging along a portion of the eastern coast line of the United States, involving great damage to property. In the States of Maryland and Virginia the storms have been of exceptional severity, and numerous wrecks are reported.: [221, 1019, 353, 1108]
- article-headline: CHAMPION SCULLING MATCH.: [515, 250, 638, 280]
- article-paragraph: The amount of beer tax was mistated in a previous cablegram. It should have been one-fourteenth of a penny per gallon.: [22, 978, 209, 1012]
- dateline: Berlin, April 15.: [150, 1338, 209, 1349]
- dateline: Hobart, April 17.: [291, 1557, 353, 1567]
- article-headline: THE SUGAR CONVENTION.: [376, 1265, 488, 1297]
- dateline: Paris, April 17.: [587, 389, 643, 399]
- dateline: London, April 17.: [579, 56, 643, 66]
- dateline: New York, April 15.: [283, 803, 353, 814]
- article-paragraph: The German corvette Olga, which was driven ashore in Samoa during the hurricane, and subsequently brought to Sydney, has been docked here. Inspection of the vessel's hull shows that she has sustained not the slightest injury below the water line.: [365, 1592, 498, 1681]
- dateline: London, April 17.: [434, 1028, 498, 1038]
- article-paragraph: He referred to the expanding prosperity of the country, and the really grave state of European politics.: [22, 820, 209, 852]
- article-paragraph: O'Connor and Teemer have both expressed their willingness to row Searle, the Clarence River sculler and present champion of the world, either on the Thames or Tyne.: [510, 294, 643, 349]
- article-headline: WAIUKU.: [982, 1072, 1041, 1088]
- article-subheading: A MAN DROWNED.: [387, 1743, 476, 1754]
- article-paragraph: The chief characteristic of a girl should be truth. Of all the duties, the love of truth, with faith and constancy in it, ranks first and highest.: [945, 2352, 1077, 2407]
- dateline: Melbourne, April 17.: [278, 435, 353, 446]
- article-paragraph: Quartz reefing is proceeding on the Shotover dredge on the big beach. The Shotover is reported to have struck excellent wash dirt containing highly payable gold.: [655, 2250, 788, 2306]
- article-paragraph: The printers' strike still continues, and is assuming a serious aspect. A body of Unionist printers attacked several non-Unionist men, and a riot ensued, which ensued the latter were brutally maltreated.: [221, 722, 353, 800]
- article-paragraph: The quantity of wheat and flour afloat for the United Kingdom is 1,964,000 quarters; for the continent, 360,000. The American visible supply is 27,750,000 bushels.: [365, 339, 498, 406]
- article-paragraph: He intended to leave the postal surplus, not in a miserly way, but with tenacity.: [22, 794, 209, 816]
- article-subheading: LORD ONSLOW A PASSENGER.: [246, 1681, 329, 1703]
